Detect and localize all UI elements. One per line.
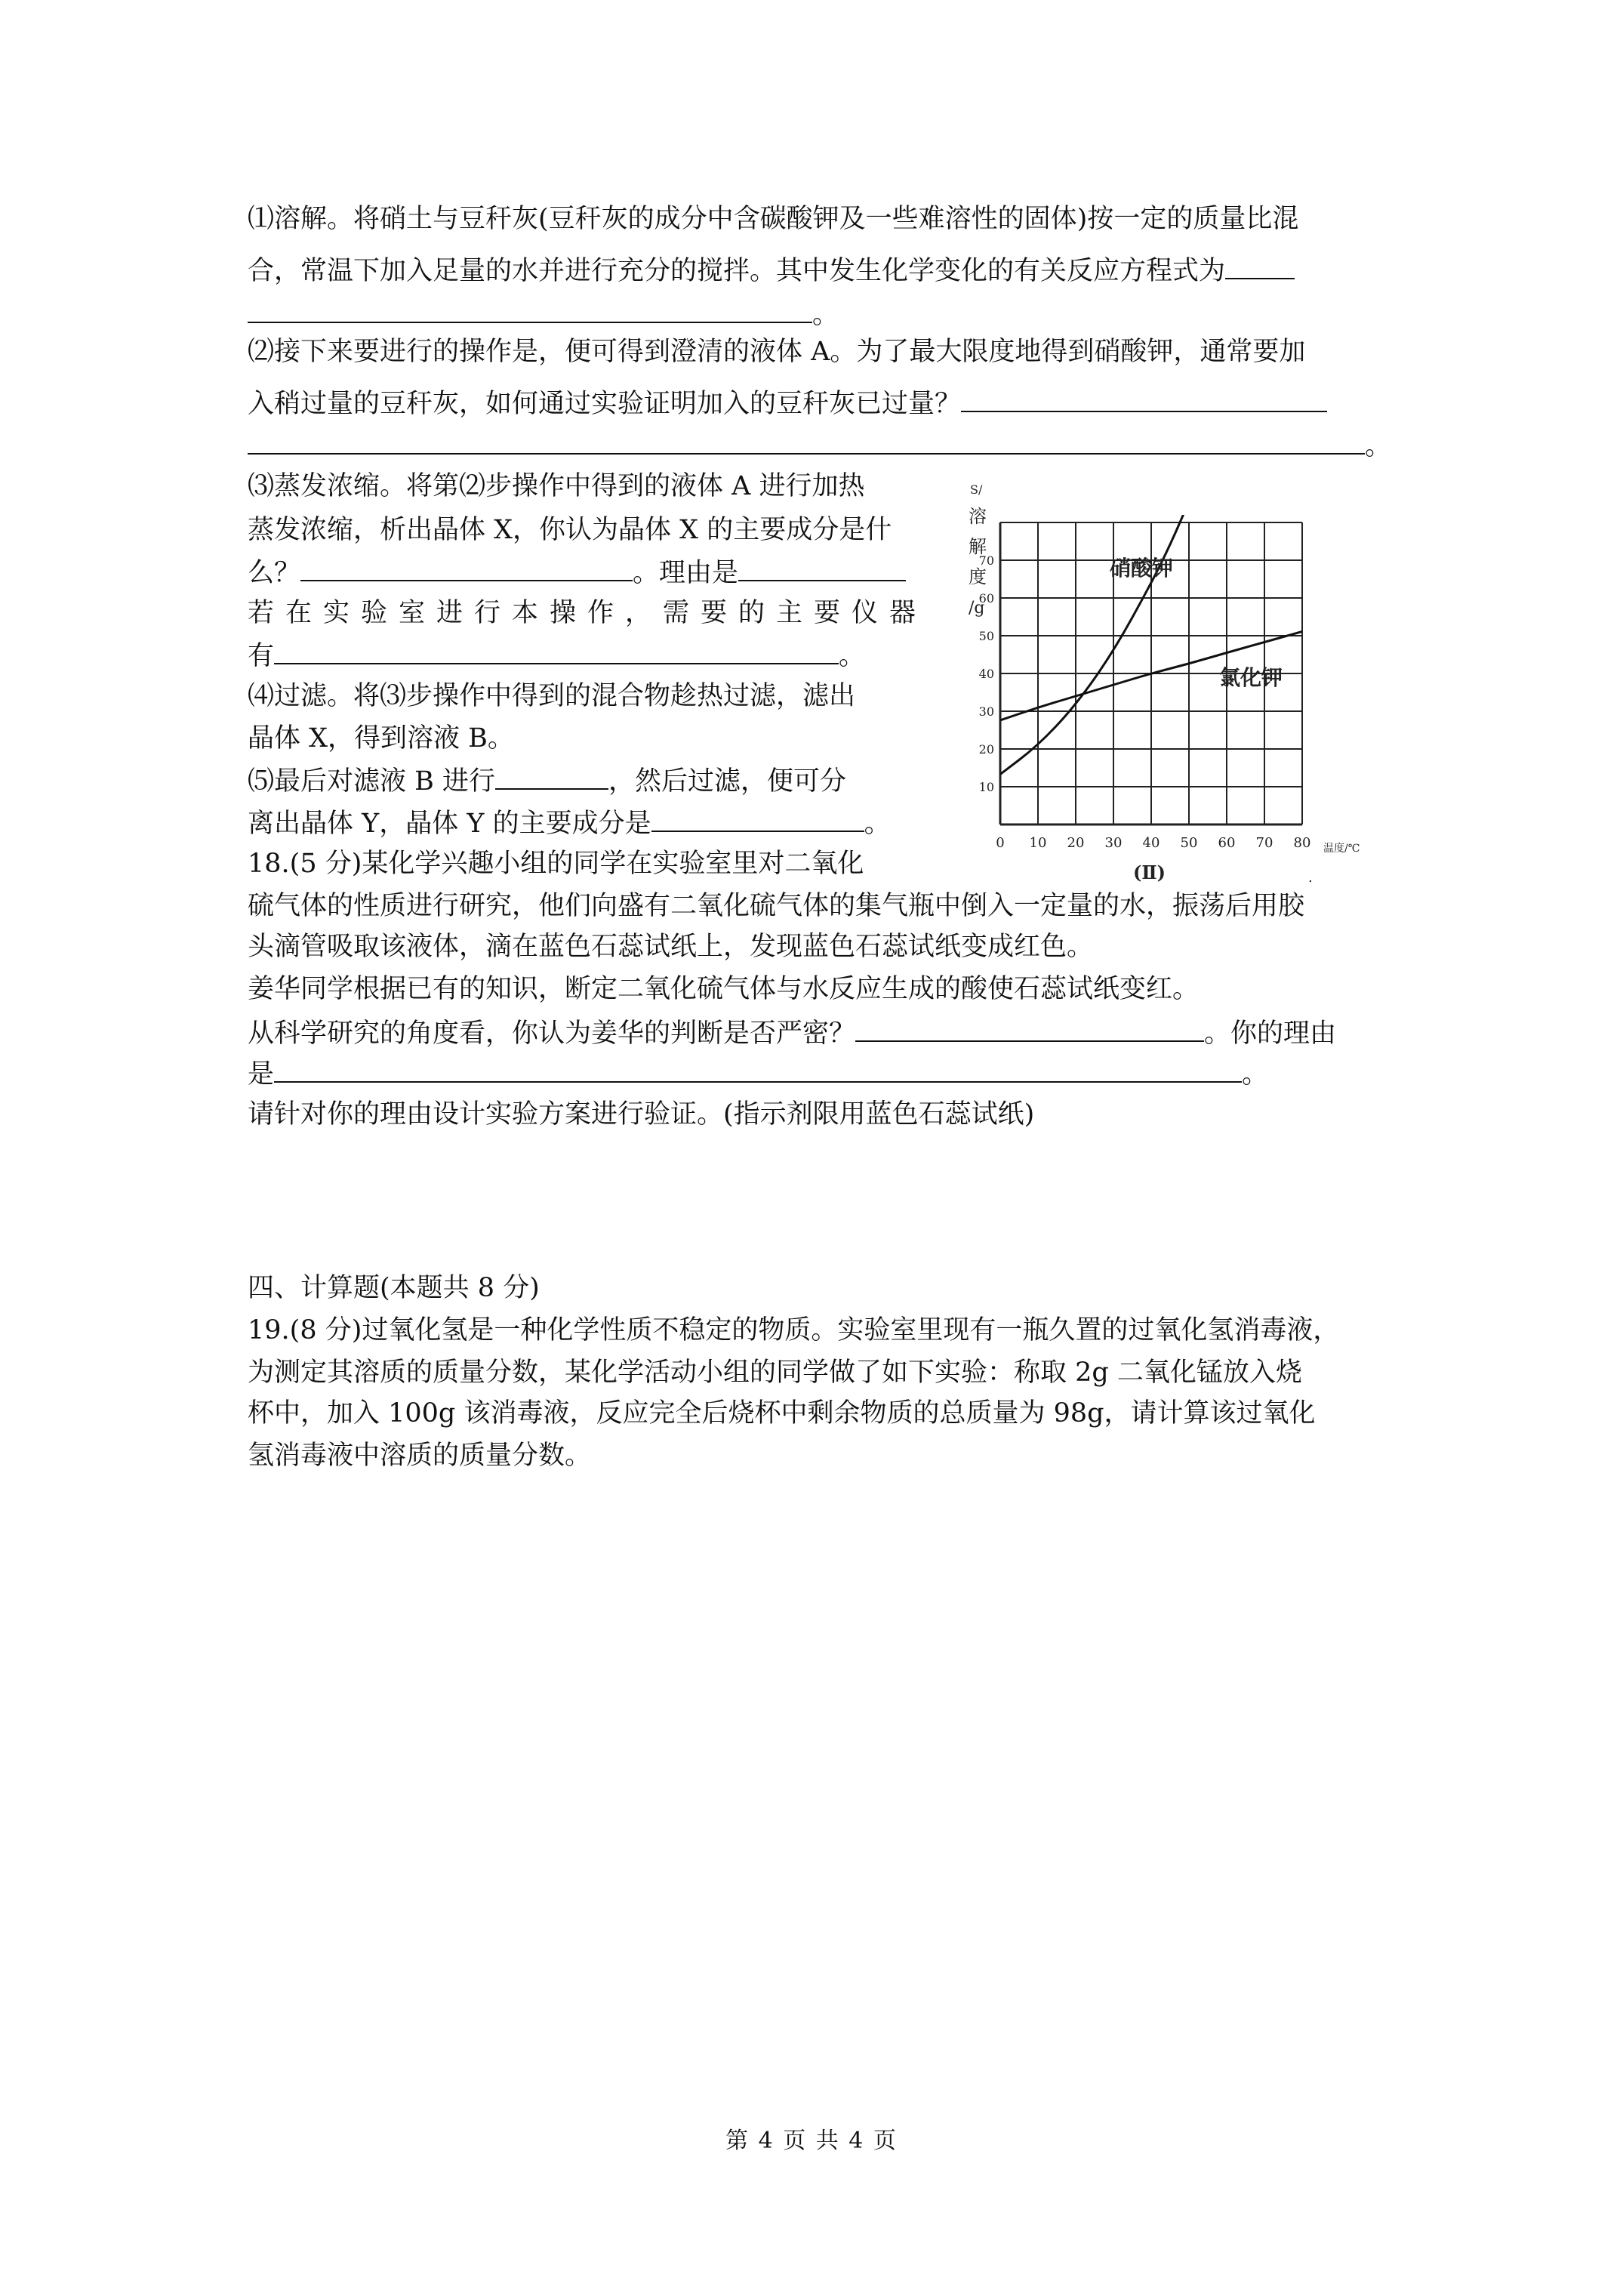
q18-shi-text: 是 (248, 1059, 275, 1089)
y-tick-label: 40 (978, 667, 994, 681)
x-tick-label: 80 (1293, 835, 1311, 851)
q17-part2-line2-text: 入稍过量的豆秆灰，如何通过实验证明加入的豆秆灰已过量？ (248, 389, 962, 419)
answer-blank[interactable] (274, 637, 839, 664)
q17-part5-text-a: ⑸最后对滤液 B 进行 (248, 766, 495, 797)
period: 。 (839, 641, 866, 671)
series-label-2: 氯化钾 (1219, 665, 1283, 690)
answer-blank[interactable] (1225, 252, 1295, 279)
q17-part3-line1: ⑶蒸发浓缩。将第⑵步操作中得到的液体 A 进行加热 (248, 471, 865, 501)
q17-part3-line3 (248, 554, 906, 587)
x-tick-label: 70 (1255, 835, 1273, 851)
chart-series-labels (1110, 556, 1283, 690)
q18-line3: 头滴管吸取该液体，滴在蓝色石蕊试纸上，发现蓝色石蕊试纸变成红色。 (248, 932, 1094, 962)
q18-line2: 硫气体的性质进行研究，他们向盛有二氧化硫气体的集气瓶中倒入一定量的水，振荡后用胶 (248, 891, 1305, 921)
period: 。 (1242, 1059, 1269, 1089)
y-axis-unit-g: /g (969, 599, 985, 618)
x-tick-label: 20 (1067, 835, 1085, 851)
section-4-heading: 四、计算题(本题共 8 分) (248, 1273, 540, 1303)
y-tick-label: 50 (978, 629, 994, 643)
q17-part1-line1: ⑴溶解。将硝土与豆秆灰(豆秆灰的成分中含碳酸钾及一些难溶性的固体)按一定的质量比混 (248, 204, 1299, 234)
q17-part1-line3 (248, 296, 839, 329)
x-tick-label: 10 (1029, 835, 1047, 851)
q17-part2-line2 (248, 385, 1327, 418)
q17-part3-line2: 蒸发浓缩，析出晶体 X，你认为晶体 X 的主要成分是什 (248, 515, 892, 545)
q17-part5-line2 (248, 805, 891, 838)
q18-question-text: 从科学研究的角度看，你认为姜华的判断是否严密？ (248, 1019, 856, 1049)
answer-blank[interactable] (248, 296, 812, 323)
q17-part3-question-prefix: 么？ (248, 558, 301, 588)
x-tick-label: 40 (1142, 835, 1160, 851)
y-axis-label-char-3: 度 (969, 566, 987, 587)
period: 。 (864, 809, 891, 839)
q17-part5-text-c: 离出晶体 Y，晶体 Y 的主要成分是 (248, 809, 651, 839)
q19-line1: 19.(8 分)过氧化氢是一种化学性质不稳定的物质。实验室里现有一瓶久置的过氧化氢消毒液， (248, 1315, 1340, 1345)
q17-part1-line2-text: 合，常温下加入足量的水并进行充分的搅拌。其中发生化学变化的有关反应方程式为 (248, 256, 1226, 286)
answer-blank[interactable] (248, 427, 1365, 455)
q18-line7: 请针对你的理由设计实验方案进行验证。(指示剂限用蓝色石蕊试纸) (248, 1099, 1035, 1130)
q17-part3-line5 (248, 637, 865, 670)
q18-line6 (248, 1056, 1268, 1089)
q19-line2: 为测定其溶质的质量分数，某化学活动小组的同学做了如下实验：称取 2g 二氧化锰放入烧 (248, 1358, 1302, 1388)
y-tick-label: 30 (978, 704, 994, 719)
y-tick-label: 20 (978, 742, 994, 757)
y-axis-label-char-1: 溶 (969, 506, 987, 527)
q17-part5-text-b: ，然后过滤，便可分 (608, 766, 846, 797)
q17-part2-line3 (248, 427, 1391, 461)
y-axis-label-char-2: 解 (969, 536, 987, 557)
x-axis-label: 温度/℃ (1323, 843, 1360, 855)
x-tick-label: 60 (1218, 835, 1236, 851)
answer-blank[interactable] (651, 805, 864, 832)
x-tick-label: 50 (1180, 835, 1198, 851)
period: 。 (812, 300, 839, 330)
x-tick-label: 0 (996, 835, 1005, 851)
y-tick-label: 70 (978, 553, 994, 568)
answer-blank[interactable] (738, 554, 906, 581)
q17-part3-line4: 若在实验室进行本操作，需要的主要仪器 (248, 598, 916, 628)
q18-line5 (248, 1015, 1336, 1048)
answer-blank[interactable] (274, 1056, 1242, 1083)
q17-part3-instruments-label: 有 (248, 641, 275, 671)
chart-dot: . (1308, 870, 1313, 886)
q17-part2-line1: ⑵接下来要进行的操作是，便可得到澄清的液体 A。为了最大限度地得到硝酸钾，通常要加 (248, 337, 1306, 367)
series-label-1: 硝酸钾 (1110, 556, 1174, 581)
q17-part5-line1 (248, 763, 846, 796)
q17-part3-reason-label: 。理由是 (633, 558, 739, 588)
chart-caption: (Ⅱ) (1133, 861, 1166, 883)
q17-part4-line2: 晶体 X，得到溶液 B。 (248, 723, 514, 754)
page-footer: 第 4 页 共 4 页 (725, 2128, 898, 2154)
q18-reason-label: 。你的理由 (1204, 1019, 1337, 1049)
answer-blank[interactable] (495, 763, 608, 790)
y-tick-label: 60 (978, 591, 994, 606)
solubility-chart (947, 477, 1360, 892)
q19-line4: 氢消毒液中溶质的质量分数。 (248, 1441, 592, 1471)
q18-line1: 18.(5 分)某化学兴趣小组的同学在实验室里对二氧化 (248, 849, 864, 879)
answer-blank[interactable] (855, 1015, 1204, 1042)
x-tick-label: 30 (1104, 835, 1123, 851)
q17-part1-line2 (248, 252, 1295, 285)
answer-blank[interactable] (300, 554, 633, 581)
answer-blank[interactable] (961, 385, 1327, 412)
q19-line3: 杯中，加入 100g 该消毒液，反应完全后烧杯中剩余物质的总质量为 98g，请计算该过氧化 (248, 1398, 1316, 1428)
series-line-1 (1000, 502, 1189, 775)
q17-part4-line1: ⑷过滤。将⑶步操作中得到的混合物趁热过滤，滤出 (248, 681, 856, 711)
y-tick-label: 10 (978, 780, 994, 794)
q18-line4: 姜华同学根据已有的知识，断定二氧化硫气体与水反应生成的酸使石蕊试纸变红。 (248, 974, 1200, 1004)
period: 。 (1365, 431, 1392, 461)
y-axis-unit-s: S/ (970, 482, 983, 497)
